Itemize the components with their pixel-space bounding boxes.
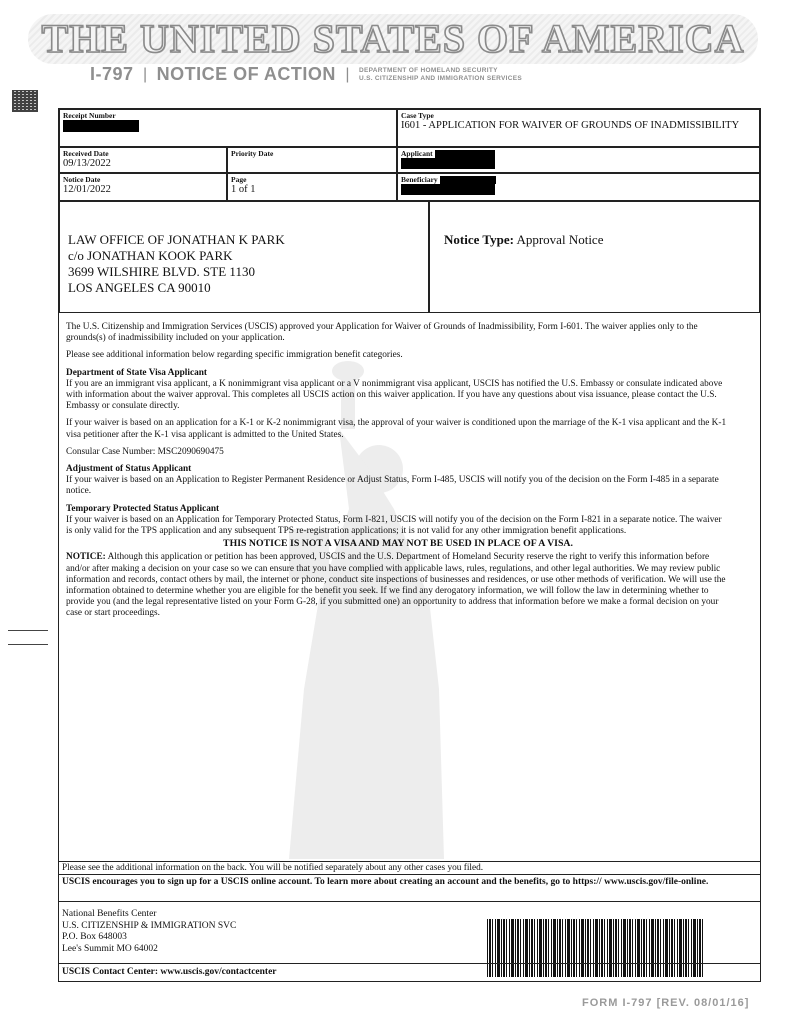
address-line-2: c/o JONATHAN KOOK PARK — [68, 248, 233, 263]
section-heading: Adjustment of Status Applicant — [66, 464, 192, 475]
notice-paragraph — [66, 552, 730, 619]
department-line-1: DEPARTMENT OF HOMELAND SECURITY — [358, 67, 498, 74]
form-title: NOTICE OF ACTION — [156, 64, 336, 84]
received-date-label: Received Date — [63, 149, 109, 158]
redacted-beneficiary-id — [440, 176, 496, 184]
mailing-address-cell — [59, 201, 429, 313]
form-number: FORM I-797 [REV. 08/01/16] — [582, 997, 750, 1009]
body-paragraph: If your waiver is based on an application for a K-1 or K-2 nonimmigrant visa, the approval of your waiver is conditioned upon the marriage of the K-1 visa applicant and the K-1 visa petitioner after the K-1 visa applicant is admitted to the United States. — [66, 418, 727, 440]
body-paragraph: If you are an immigrant visa applicant, a K nonimmigrant visa applicant or a V nonimmigrant visa applicant, USCIS has notified the U.S. Embassy or consulate indicated above with information about the waiver approval. This completes all USCIS action on this waiver application. If you have any questions about visa issuance, please contact the U.S. Embassy or consulate directly. — [66, 378, 723, 412]
address-line-1: LAW OFFICE OF JONATHAN K PARK — [68, 232, 285, 247]
department-line-2: U.S. CITIZENSHIP AND IMMIGRATION SERVICES — [358, 74, 523, 82]
notice-body — [66, 322, 730, 626]
notice-type — [444, 232, 603, 248]
case-type-cell — [397, 109, 760, 147]
address-line-4: LOS ANGELES CA 90010 — [68, 280, 211, 295]
notice-type-value: Approval Notice — [516, 232, 604, 247]
fold-mark — [8, 630, 48, 631]
case-type-label: Case Type — [401, 111, 434, 120]
header-separator: | — [142, 65, 148, 83]
notice-text: Although this application or petition has been approved, USCIS and the U.S. Department of Homeland Security reserve the right to verify this information before and/or after making a decision on your case so we can ensure that you have complied with applicable laws, rules, regulations, and other legal authorities. We may review public information and records, contact others by mail, the internet or phone, conduct site inspections of businesses and residences, or use other methods of verification. We will use the information obtained to determine whether you are eligible for the benefit you seek. If we find any derogatory information, we will follow the law in determining whether to provide you (and the legal representative listed on your Form G-28, if you submitted one) an opportunity to address that information before we make a formal decision on your case or start proceedings. — [66, 552, 726, 619]
priority-date-label: Priority Date — [231, 149, 274, 158]
address-line-3: 3699 WILSHIRE BLVD. STE 1130 — [68, 264, 255, 279]
department-block — [359, 67, 522, 82]
priority-date-cell — [227, 147, 397, 173]
notice-label: NOTICE: — [66, 552, 106, 563]
notice-date-value: 12/01/2022 — [63, 184, 111, 195]
case-type-value: I601 - APPLICATION FOR WAIVER OF GROUNDS OF INADMISSIBILITY — [401, 120, 740, 131]
section-heading: Department of State Visa Applicant — [66, 367, 207, 378]
center-line-2: U.S. CITIZENSHIP & IMMIGRATION SVC — [62, 920, 237, 931]
body-paragraph: The U.S. Citizenship and Immigration Services (USCIS) approved your Application for Waiver of Grounds of Inadmissibility, Form I-601. The waiver applies only to the grounds(s) of inadmissibility included on your application. — [66, 322, 698, 344]
form-code: I-797 — [90, 64, 134, 84]
section-heading: Temporary Protected Status Applicant — [66, 503, 220, 514]
banner-title: THE UNITED STATES OF AMERICA — [28, 14, 758, 64]
form-header — [90, 64, 522, 86]
visa-warning: THIS NOTICE IS NOT A VISA AND MAY NOT BE USED IN PLACE OF A VISA. — [223, 538, 573, 550]
body-paragraph: If your waiver is based on an Application for Temporary Protected Status, Form I-821, USCIS will notify you of the decision on the Form I-821 in a separate notice. The waiver is only valid for the TPS application and any subsequent TPS re-registration applications; it is not valid for any other immigration benefit applications. — [66, 514, 722, 537]
notice-date-label: Notice Date — [63, 175, 101, 184]
notice-type-label: Notice Type: — [444, 232, 514, 247]
receipt-number-cell — [59, 109, 397, 147]
applicant-cell — [397, 147, 760, 173]
received-date-value: 09/13/2022 — [63, 158, 111, 169]
qr-code-icon — [12, 90, 38, 112]
center-line-4: Lee's Summit MO 64002 — [62, 943, 158, 954]
redacted-applicant-id — [435, 150, 495, 158]
redacted-applicant-name — [401, 158, 495, 169]
receipt-number-label: Receipt Number — [63, 111, 116, 120]
page-label: Page — [231, 175, 247, 184]
consular-case-number: Consular Case Number: MSC2090690475 — [66, 446, 224, 457]
header-separator-2: | — [345, 65, 350, 83]
center-line-3: P.O. Box 648003 — [62, 932, 127, 942]
redacted-receipt-number — [63, 120, 139, 132]
notice-type-cell — [429, 201, 760, 313]
service-center-address — [62, 909, 236, 955]
center-line-1: National Benefits Center — [62, 909, 157, 919]
body-paragraph: Please see additional information below regarding specific immigration benefit categories. — [66, 350, 403, 361]
redacted-beneficiary-name — [401, 184, 495, 195]
contact-center: USCIS Contact Center: www.uscis.gov/contactcenter — [59, 963, 760, 981]
applicant-label: Applicant — [401, 149, 433, 158]
beneficiary-label: Beneficiary — [401, 175, 438, 184]
body-paragraph: If your waiver is based on an Application to Register Permanent Residence or Adjust Status, Form I-485, USCIS will notify you of the decision on the Form I-485 in a separate notice. — [66, 475, 719, 497]
received-date-cell — [59, 147, 227, 173]
beneficiary-cell — [397, 173, 760, 201]
fold-mark — [8, 644, 48, 645]
page-cell — [227, 173, 397, 201]
mailing-address — [68, 232, 285, 296]
notice-date-cell — [59, 173, 227, 201]
additional-info-note: Please see the additional information on the back. You will be notified separately about any other cases you filed. — [59, 861, 760, 875]
page-value: 1 of 1 — [231, 184, 256, 195]
online-account-note: USCIS encourages you to sign up for a USCIS online account. To learn more about creating an account and the benefits, go to https:// www.uscis.gov/file-online. — [59, 875, 760, 902]
